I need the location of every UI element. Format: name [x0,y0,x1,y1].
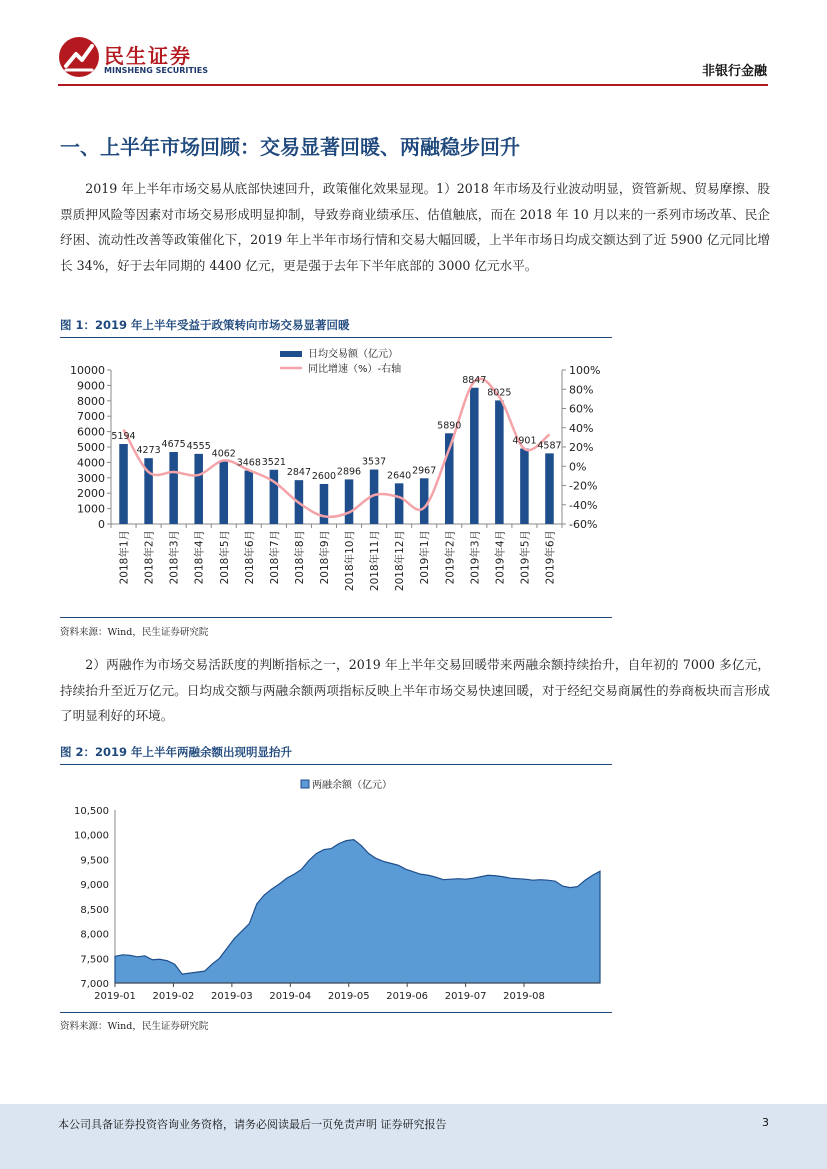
y-tick-label-left: 0 [98,518,105,531]
y-tick-label-left: 5000 [77,441,105,454]
y-tick-label-right: -60% [569,518,598,531]
x-tick-label: 2019-03 [210,991,253,1002]
y-tick-label-right: 40% [569,421,594,435]
y-tick-label: 7,500 [80,954,109,966]
bar [169,452,178,524]
bar-value-label: 3468 [236,457,261,469]
y-tick-label-right: 60% [569,402,594,416]
y-tick-label-left: 9000 [77,379,105,393]
bar-value-label: 8847 [462,374,487,386]
bar [219,461,228,524]
y-tick-label-left: 8000 [77,394,105,408]
bar-value-label: 3521 [261,456,286,468]
logo-name: 民生证券 [104,44,192,68]
bar-value-label: 2600 [311,470,337,482]
header-divider [58,84,768,86]
x-tick-label: 2019-02 [152,991,195,1002]
bar-value-label: 2847 [286,467,312,479]
x-tick-label: 2018年11月 [369,530,382,592]
y-tick-label-left: 1000 [77,502,105,516]
page-footer [0,1104,827,1169]
section-title: 一、上半年市场回顾：交易显著回暖、两融稳步回升 [60,135,520,159]
y-tick-label: 7,000 [80,979,109,990]
x-tick-label: 2018年4月 [193,530,206,585]
y-tick-label-left: 10000 [70,364,105,377]
x-tick-label: 2019-01 [94,991,136,1002]
x-tick-label: 2019-04 [269,991,312,1002]
x-tick-label: 2018年7月 [268,530,281,585]
x-tick-label: 2018年9月 [318,530,331,585]
legend-bar-swatch [280,351,302,357]
bar [345,479,354,524]
bar [119,444,128,524]
bar [245,471,254,524]
x-tick-label: 2018年1月 [118,530,131,585]
figure-1-frame [60,337,612,618]
bar-value-label: 5890 [437,420,462,432]
bar [270,470,279,524]
paragraph-1: 2019 年上半年市场交易从底部快速回升，政策催化效果显现。1）2018 年市场及行业波动明显，资管新规、贸易摩擦、股票质押风险等因素对市场交易形成明显抑制，导致券商业绩承压、估值触底，而在 2018 年 10 月以来的一系列市场改革、民企纾困、流动性改善等政策催化下，2019 年上半年市场行情和交易大幅回暖，上半年市场日均成交额达到了近 5900 亿元同比增长 34%，好于去年同期的 4400 亿元，更是强于去年下半年底部的 3000 亿元水平。 [60,181,770,273]
y-tick-label: 10,500 [74,806,109,817]
x-tick-label: 2018年3月 [168,530,181,585]
bar-value-label: 4555 [186,440,211,452]
logo-mark-icon [58,36,100,78]
area-chart [60,764,612,1012]
bar-value-label: 8025 [487,387,512,399]
x-tick-label: 2018年6月 [243,530,256,585]
y-tick-label: 8,500 [80,904,109,916]
figure-1-title: 图 1：2019 年上半年受益于政策转向市场交易显著回暖 [60,317,612,338]
bar-value-label: 5194 [111,431,136,443]
bar [194,454,203,524]
x-tick-label: 2018年12月 [394,530,407,592]
legend-bar-label: 日均交易额（亿元） [308,349,398,360]
y-tick-label-right: 100% [569,364,601,377]
y-tick-label: 9,000 [80,880,109,892]
x-tick-label: 2018年5月 [218,530,231,585]
logo-english: MINSHENG SECURITIES [104,66,208,75]
y-tick-label: 10,000 [74,830,109,842]
bar [495,400,504,524]
y-tick-label-left: 4000 [77,456,105,470]
page-header [0,0,827,90]
paragraph-2: 2）两融作为市场交易活跃度的判断指标之一，2019 年上半年交易回暖带来两融余额持续抬升，自年初的 7000 多亿元，持续抬升至近万亿元。日均成交额与两融余额两项指标反映上半年市场交易快速回暖，对于经纪交易商属性的券商板块而言形成了明显利好的环境。 [60,657,770,723]
bar-value-label: 4062 [211,448,236,460]
y-tick-label-right: 0% [569,460,587,474]
bar-value-label: 4901 [512,435,537,447]
y-tick-label-left: 7000 [77,410,105,424]
y-tick-label-left: 6000 [77,425,105,439]
figure-2-source: 资料来源：Wind，民生证券研究院 [60,1021,209,1032]
legend-line-label: 同比增速（%）-右轴 [308,364,402,375]
footer-disclaimer: 本公司具备证券投资咨询业务资格，请务必阅读最后一页免责声明 证券研究报告 [58,1118,447,1131]
bar-value-label: 2967 [412,465,437,477]
y-tick-label-right: -40% [569,498,598,512]
bar [520,449,529,524]
legend-area-swatch [301,780,309,788]
y-tick-label-right: 80% [569,383,594,397]
bar-value-label: 2640 [387,470,412,482]
x-tick-label: 2018年8月 [293,530,306,585]
x-tick-label: 2018年10月 [344,530,357,592]
page-number: 3 [762,1116,769,1129]
y-tick-label-right: -20% [569,479,598,493]
y-tick-label: 9,500 [80,855,109,867]
bar [545,453,554,524]
x-tick-label: 2018年2月 [143,530,156,585]
figure-1-source: 资料来源：Wind，民生证券研究院 [60,627,209,638]
bar-value-label: 4273 [136,445,161,457]
x-tick-label: 2019-06 [386,991,429,1002]
minsheng-logo [58,36,218,80]
bar-value-label: 2896 [336,466,362,478]
bar [420,478,429,524]
figure-2-title: 图 2：2019 年上半年两融余额出现明显抬升 [60,744,612,765]
x-tick-label: 2019-08 [503,991,545,1002]
bar-value-label: 4587 [537,440,562,452]
y-tick-label-left: 2000 [77,487,105,501]
y-tick-label-left: 3000 [77,471,105,485]
bar-value-label: 4675 [161,439,186,451]
figure-2-frame [60,764,612,1013]
header-category: 非银行金融 [701,64,767,79]
x-tick-label: 2019年3月 [469,530,482,585]
x-tick-label: 2019-05 [327,991,370,1002]
margin-balance-area [115,840,600,983]
x-tick-label: 2019年5月 [519,530,532,585]
x-tick-label: 2019-07 [444,991,487,1002]
bar [470,388,479,524]
bar [320,484,329,524]
x-tick-label: 2019年2月 [444,530,457,585]
bar [395,483,404,524]
bar-value-label: 3537 [361,456,387,468]
legend-area-label: 两融余额（亿元） [312,780,392,791]
x-tick-label: 2019年1月 [419,530,432,585]
y-tick-label-right: 20% [569,441,594,454]
x-tick-label: 2019年6月 [544,530,557,585]
y-tick-label: 8,000 [80,929,109,941]
x-tick-label: 2019年4月 [494,530,507,585]
bar-line-chart [60,337,612,617]
